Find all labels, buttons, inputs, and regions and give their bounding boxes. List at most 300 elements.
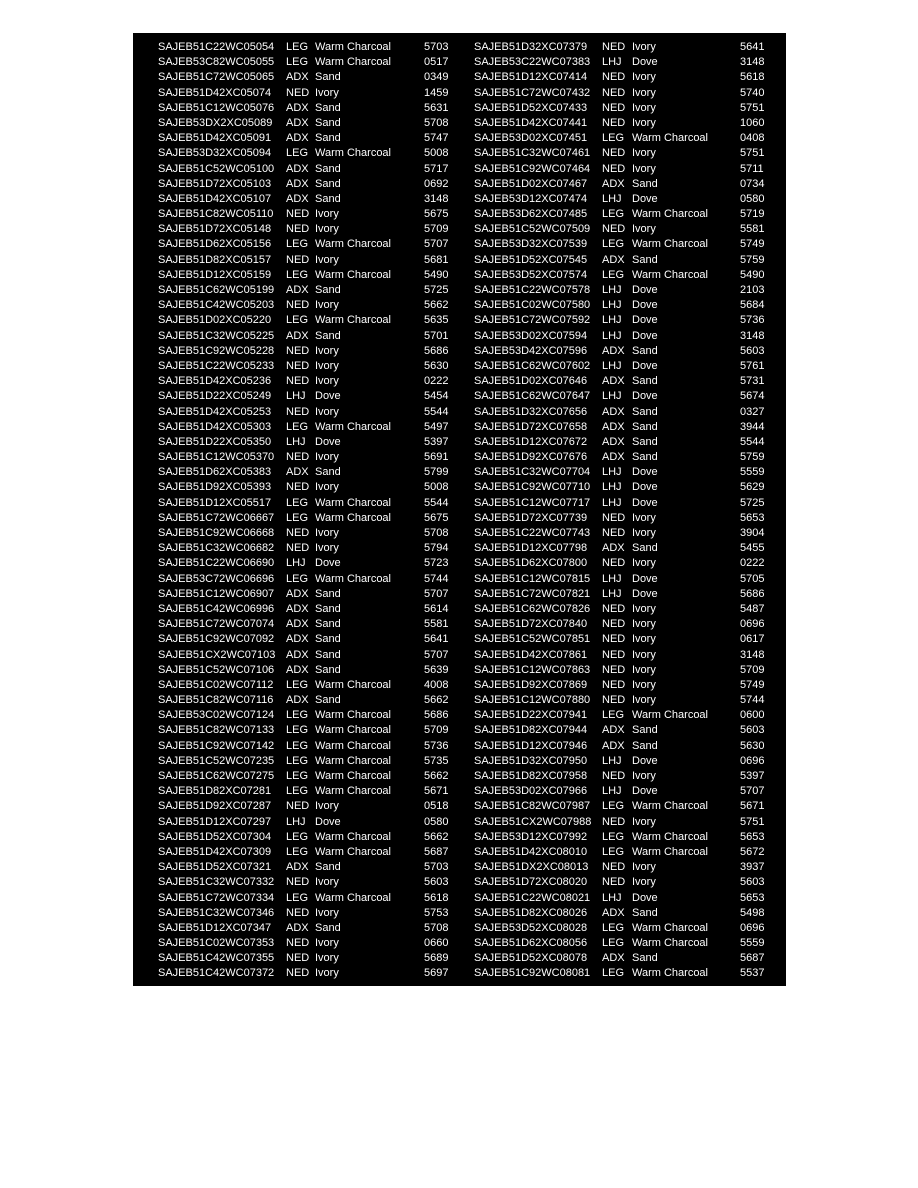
number-cell: 5799 [424,466,449,479]
trim-code-cell: ADX [286,329,309,342]
trim-code-cell: ADX [286,618,309,631]
trim-color-cell: Dove [632,299,658,312]
number-cell: 5744 [740,694,765,707]
trim-color-cell: Warm Charcoal [315,496,391,509]
number-cell: 5641 [740,41,765,53]
vin-cell: SAJEB51C52WC07851 [474,633,591,646]
trim-color-cell: Ivory [632,663,656,676]
vin-cell: SAJEB53D52XC08028 [474,921,588,934]
vin-cell: SAJEB51D02XC07646 [474,375,588,388]
number-cell: 5631 [424,101,449,114]
trim-color-cell: Sand [315,71,341,84]
trim-color-cell: Warm Charcoal [632,967,708,980]
trim-code-cell: ADX [602,375,625,388]
number-cell: 3148 [740,56,765,69]
trim-code-cell: NED [602,602,626,615]
number-cell: 5725 [740,496,765,509]
trim-code-cell: NED [286,967,310,980]
number-cell: 5618 [740,71,765,84]
number-cell: 5723 [424,557,449,570]
trim-color-cell: Ivory [315,451,339,464]
vin-cell: SAJEB51CX2WC07103 [158,648,276,661]
trim-code-cell: ADX [286,71,309,84]
number-cell: 5630 [740,739,765,752]
number-cell: 5687 [424,845,449,858]
trim-code-cell: LHJ [286,557,306,570]
number-cell: 5603 [424,876,449,889]
trim-code-cell: ADX [286,587,309,600]
trim-code-cell: NED [602,116,626,129]
number-cell: 2103 [740,284,765,296]
number-cell: 5454 [424,390,449,403]
trim-code-cell: NED [602,511,626,524]
number-cell: 5662 [424,770,449,782]
number-cell: 5671 [740,800,765,813]
trim-code-cell: LEG [286,785,309,798]
trim-color-cell: Warm Charcoal [315,724,391,737]
vin-cell: SAJEB51C02WC07580 [474,299,591,312]
vin-cell: SAJEB51D82XC05157 [158,253,272,266]
vin-cell: SAJEB51C02WC07353 [158,937,275,950]
vin-cell: SAJEB51D12XC07347 [158,921,272,934]
trim-color-cell: Warm Charcoal [315,41,391,53]
trim-color-cell: Sand [315,861,341,874]
vin-cell: SAJEB51C12WC07880 [474,694,591,707]
number-cell: 5747 [424,132,449,145]
vin-cell: SAJEB51D42XC05091 [158,132,272,145]
number-cell: 5686 [424,709,449,722]
number-cell: 5455 [740,542,765,555]
vin-cell: SAJEB53D12XC07474 [474,192,588,205]
number-cell: 3148 [424,192,449,205]
trim-code-cell: ADX [286,663,309,676]
trim-color-cell: Dove [632,329,658,342]
trim-color-cell: Sand [632,344,658,357]
trim-color-cell: Ivory [315,223,339,236]
vin-cell: SAJEB53C72WC06696 [158,572,275,585]
trim-color-cell: Dove [632,56,658,69]
number-cell: 0408 [740,132,765,145]
trim-code-cell: LEG [286,41,309,53]
trim-color-cell: Warm Charcoal [315,268,391,281]
vin-cell: SAJEB51D42XC08010 [474,845,588,858]
trim-color-cell: Sand [632,542,658,555]
trim-code-cell: LHJ [286,815,306,828]
trim-color-cell: Dove [632,359,658,372]
vin-cell: SAJEB51C92WC07710 [474,481,591,494]
trim-code-cell: LHJ [602,587,622,600]
trim-code-cell: LHJ [602,56,622,69]
vin-cell: SAJEB51CX2WC07988 [474,815,592,828]
trim-color-cell: Ivory [632,815,656,828]
trim-code-cell: LEG [602,132,625,145]
trim-code-cell: LHJ [602,390,622,403]
number-cell: 5537 [740,967,765,980]
trim-code-cell: ADX [602,739,625,752]
number-cell: 5707 [424,238,449,251]
trim-color-cell: Warm Charcoal [315,572,391,585]
number-cell: 5397 [424,435,449,448]
number-cell: 0580 [424,815,449,828]
trim-color-cell: Warm Charcoal [315,739,391,752]
trim-color-cell: Sand [315,587,341,600]
vin-cell: SAJEB51C52WC07509 [474,223,591,236]
trim-code-cell: LEG [286,56,309,69]
trim-code-cell: LHJ [602,466,622,479]
trim-color-cell: Sand [315,101,341,114]
trim-code-cell: LHJ [602,785,622,798]
vin-cell: SAJEB51D52XC07545 [474,253,588,266]
trim-code-cell: NED [602,223,626,236]
vin-cell: SAJEB51D92XC05393 [158,481,272,494]
number-cell: 5708 [424,527,449,539]
trim-code-cell: LEG [286,268,309,281]
vin-cell: SAJEB51C62WC07647 [474,390,591,403]
number-cell: 5581 [740,223,765,236]
trim-code-cell: LHJ [602,284,622,296]
trim-code-cell: NED [286,937,310,950]
trim-code-cell: LEG [286,238,309,251]
trim-color-cell: Dove [315,557,341,570]
trim-color-cell: Ivory [632,648,656,661]
trim-color-cell: Ivory [315,527,339,539]
vin-cell: SAJEB51C72WC07432 [474,86,591,99]
vin-cell: SAJEB51D02XC07467 [474,177,588,190]
vin-cell: SAJEB51C82WC07133 [158,724,275,737]
trim-code-cell: ADX [602,906,625,919]
vin-cell: SAJEB51D32XC07379 [474,41,588,53]
trim-code-cell: NED [602,694,626,707]
vin-cell: SAJEB53C02WC07124 [158,709,275,722]
vin-cell: SAJEB51D92XC07869 [474,678,588,691]
vin-cell: SAJEB51C92WC08081 [474,967,591,980]
vin-cell: SAJEB51C32WC05225 [158,329,275,342]
vin-cell: SAJEB51C42WC07355 [158,952,275,965]
number-cell: 5498 [740,906,765,919]
vin-cell: SAJEB51C72WC06667 [158,511,275,524]
number-cell: 5662 [424,694,449,707]
trim-code-cell: NED [286,451,310,464]
number-cell: 5744 [424,572,449,585]
trim-color-cell: Dove [315,815,341,828]
trim-color-cell: Dove [632,587,658,600]
number-cell: 5629 [740,481,765,494]
trim-code-cell: NED [286,359,310,372]
trim-code-cell: LEG [286,891,309,904]
trim-color-cell: Dove [632,754,658,767]
number-cell: 5709 [424,724,449,737]
trim-code-cell: NED [602,86,626,99]
trim-color-cell: Ivory [315,542,339,555]
number-cell: 5653 [740,830,765,843]
vin-cell: SAJEB51C12WC07815 [474,572,591,585]
vin-cell: SAJEB51D22XC07941 [474,709,588,722]
number-cell: 5544 [424,496,449,509]
number-cell: 5675 [424,511,449,524]
vin-cell: SAJEB51C72WC07821 [474,587,591,600]
trim-code-cell: ADX [286,192,309,205]
vin-cell: SAJEB51C72WC07592 [474,314,591,327]
number-cell: 5736 [740,314,765,327]
trim-color-cell: Dove [632,891,658,904]
trim-color-cell: Warm Charcoal [315,785,391,798]
number-cell: 5709 [424,223,449,236]
number-cell: 5707 [424,648,449,661]
trim-code-cell: ADX [286,648,309,661]
trim-color-cell: Dove [632,481,658,494]
trim-code-cell: NED [286,208,310,221]
number-cell: 0327 [740,405,765,418]
vin-cell: SAJEB51D12XC07946 [474,739,588,752]
vin-cell: SAJEB53D42XC07596 [474,344,588,357]
vin-cell: SAJEB51D52XC07433 [474,101,588,114]
vin-cell: SAJEB51C52WC07235 [158,754,275,767]
trim-code-cell: NED [602,663,626,676]
number-cell: 0660 [424,937,449,950]
trim-color-cell: Ivory [632,223,656,236]
trim-code-cell: NED [286,375,310,388]
vin-cell: SAJEB51C32WC07704 [474,466,591,479]
number-cell: 5697 [424,967,449,980]
trim-color-cell: Sand [315,633,341,646]
trim-color-cell: Ivory [632,86,656,99]
number-cell: 5662 [424,299,449,312]
number-cell: 5662 [424,830,449,843]
trim-code-cell: NED [602,678,626,691]
trim-code-cell: LEG [286,754,309,767]
trim-code-cell: LHJ [602,891,622,904]
vin-cell: SAJEB51C42WC07372 [158,967,275,980]
number-cell: 1459 [424,86,449,99]
number-cell: 5490 [740,268,765,281]
number-cell: 0222 [740,557,765,570]
trim-color-cell: Warm Charcoal [315,754,391,767]
number-cell: 5703 [424,41,449,53]
trim-color-cell: Sand [315,132,341,145]
trim-color-cell: Ivory [632,694,656,707]
trim-code-cell: LEG [286,572,309,585]
vin-cell: SAJEB51C52WC05100 [158,162,275,175]
trim-code-cell: LEG [286,739,309,752]
number-cell: 5794 [424,542,449,555]
vin-cell: SAJEB51C42WC06996 [158,602,275,615]
trim-code-cell: NED [286,405,310,418]
trim-color-cell: Ivory [632,861,656,874]
vin-cell: SAJEB53D02XC07966 [474,785,588,798]
trim-code-cell: ADX [602,344,625,357]
number-cell: 3944 [740,420,765,433]
trim-color-cell: Warm Charcoal [315,511,391,524]
vin-cell: SAJEB51C32WC06682 [158,542,275,555]
vin-cell: SAJEB53D02XC07451 [474,132,588,145]
number-cell: 0518 [424,800,449,813]
trim-code-cell: ADX [286,921,309,934]
trim-color-cell: Sand [632,451,658,464]
trim-code-cell: LEG [286,496,309,509]
trim-color-cell: Ivory [632,116,656,129]
trim-color-cell: Warm Charcoal [315,238,391,251]
trim-color-cell: Ivory [315,967,339,980]
trim-color-cell: Ivory [632,511,656,524]
number-cell: 5687 [740,952,765,965]
trim-code-cell: NED [602,162,626,175]
trim-code-cell: NED [602,648,626,661]
trim-color-cell: Warm Charcoal [315,891,391,904]
trim-color-cell: Ivory [632,101,656,114]
trim-color-cell: Ivory [632,678,656,691]
trim-color-cell: Sand [315,602,341,615]
trim-color-cell: Ivory [632,633,656,646]
trim-color-cell: Dove [632,785,658,798]
vin-cell: SAJEB51D82XC08026 [474,906,588,919]
trim-color-cell: Warm Charcoal [632,845,708,858]
trim-code-cell: LEG [286,830,309,843]
vin-cell: SAJEB53C82WC05055 [158,56,275,69]
vin-cell: SAJEB51C92WC07092 [158,633,275,646]
trim-code-cell: LEG [602,830,625,843]
trim-color-cell: Sand [315,116,341,129]
trim-color-cell: Warm Charcoal [315,147,391,160]
number-cell: 5559 [740,937,765,950]
trim-code-cell: ADX [602,952,625,965]
trim-code-cell: LEG [602,845,625,858]
vin-cell: SAJEB51C22WC07578 [474,284,591,296]
vin-cell: SAJEB51C72WC05065 [158,71,275,84]
trim-color-cell: Ivory [632,770,656,782]
vin-cell: SAJEB51C82WC05110 [158,208,274,221]
trim-code-cell: LEG [286,314,309,327]
vin-cell: SAJEB53DX2XC05089 [158,116,273,129]
number-cell: 3148 [740,648,765,661]
trim-code-cell: ADX [286,633,309,646]
number-cell: 5490 [424,268,449,281]
trim-code-cell: ADX [602,405,625,418]
number-cell: 3904 [740,527,765,539]
number-cell: 5675 [424,208,449,221]
number-cell: 5603 [740,344,765,357]
number-cell: 0696 [740,754,765,767]
number-cell: 5751 [740,147,765,160]
trim-code-cell: LEG [602,268,625,281]
number-cell: 3148 [740,329,765,342]
vin-cell: SAJEB51D42XC07861 [474,648,588,661]
vin-cell: SAJEB53D12XC07992 [474,830,588,843]
trim-color-cell: Ivory [315,405,339,418]
trim-code-cell: NED [602,101,626,114]
number-cell: 5701 [424,329,449,342]
trim-code-cell: LEG [286,709,309,722]
trim-color-cell: Sand [632,906,658,919]
trim-code-cell: NED [286,527,310,539]
trim-code-cell: NED [602,527,626,539]
trim-code-cell: NED [602,633,626,646]
trim-code-cell: ADX [286,694,309,707]
vin-cell: SAJEB51DX2XC08013 [474,861,589,874]
vin-cell: SAJEB51C92WC07142 [158,739,275,752]
number-cell: 0580 [740,192,765,205]
vin-cell: SAJEB51D22XC05350 [158,435,272,448]
trim-color-cell: Ivory [315,344,339,357]
trim-color-cell: Ivory [632,162,656,175]
trim-code-cell: NED [602,147,626,160]
trim-color-cell: Warm Charcoal [632,937,708,950]
vin-cell: SAJEB51D12XC07414 [474,71,588,84]
trim-code-cell: LHJ [286,390,306,403]
trim-color-cell: Warm Charcoal [632,709,708,722]
vin-cell: SAJEB51D42XC05236 [158,375,272,388]
vin-cell: SAJEB51C72WC07074 [158,618,275,631]
trim-color-cell: Ivory [632,876,656,889]
number-cell: 5708 [424,921,449,934]
vin-cell: SAJEB51C62WC05199 [158,284,275,296]
trim-code-cell: NED [602,618,626,631]
vin-cell: SAJEB51C32WC07461 [474,147,591,160]
vin-cell: SAJEB51D12XC07297 [158,815,272,828]
trim-color-cell: Sand [315,192,341,205]
trim-color-cell: Warm Charcoal [315,56,391,69]
number-cell: 5709 [740,663,765,676]
vin-cell: SAJEB53D32XC07539 [474,238,588,251]
number-cell: 5544 [740,435,765,448]
trim-code-cell: LHJ [602,329,622,342]
trim-code-cell: NED [602,71,626,84]
vin-cell: SAJEB51D42XC05303 [158,420,272,433]
number-cell: 5736 [424,739,449,752]
trim-code-cell: LEG [602,967,625,980]
trim-color-cell: Warm Charcoal [632,208,708,221]
trim-color-cell: Dove [632,390,658,403]
trim-code-cell: LEG [602,709,625,722]
vin-cell: SAJEB51C22WC05233 [158,359,275,372]
trim-color-cell: Warm Charcoal [632,830,708,843]
number-cell: 5681 [424,253,449,266]
vin-cell: SAJEB53D52XC07574 [474,268,588,281]
vin-cell: SAJEB51D72XC05103 [158,177,272,190]
trim-code-cell: ADX [602,542,625,555]
trim-color-cell: Sand [315,466,341,479]
number-cell: 5544 [424,405,449,418]
number-cell: 0734 [740,177,765,190]
trim-code-cell: NED [286,344,310,357]
vin-cell: SAJEB51C22WC06690 [158,557,275,570]
vin-cell: SAJEB51D52XC07304 [158,830,272,843]
trim-code-cell: NED [602,557,626,570]
vin-cell: SAJEB51C22WC05054 [158,41,275,53]
number-cell: 5703 [424,861,449,874]
vin-cell: SAJEB51D42XC05074 [158,86,272,99]
number-cell: 5603 [740,724,765,737]
trim-color-cell: Warm Charcoal [315,678,391,691]
trim-code-cell: NED [602,41,626,53]
number-cell: 0692 [424,177,449,190]
trim-code-cell: NED [602,861,626,874]
number-cell: 5735 [424,754,449,767]
trim-color-cell: Dove [632,466,658,479]
trim-color-cell: Ivory [315,299,339,312]
trim-code-cell: LEG [602,937,625,950]
number-cell: 5559 [740,466,765,479]
trim-code-cell: LEG [286,724,309,737]
trim-color-cell: Sand [315,162,341,175]
trim-color-cell: Ivory [315,876,339,889]
number-cell: 5684 [740,299,765,312]
vin-cell: SAJEB51D42XC05107 [158,192,272,205]
number-cell: 1060 [740,116,765,129]
vin-cell: SAJEB51C92WC05228 [158,344,275,357]
vin-cell: SAJEB51C52WC07106 [158,663,275,676]
trim-color-cell: Warm Charcoal [315,830,391,843]
trim-color-cell: Sand [632,375,658,388]
